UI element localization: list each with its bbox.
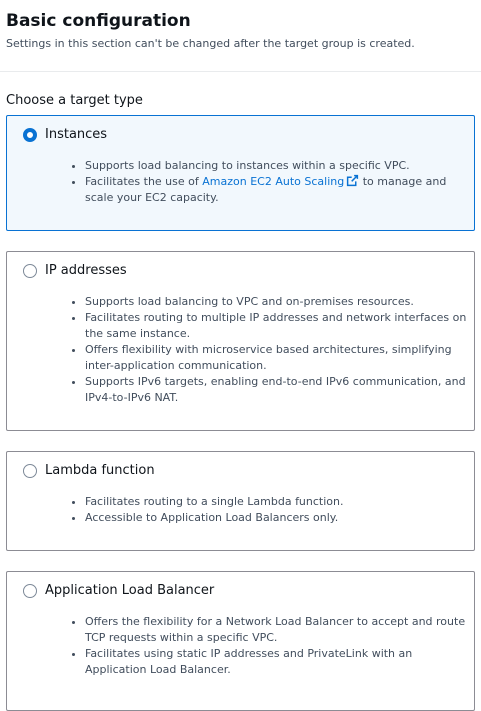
target-type-label: Choose a target type (6, 93, 143, 108)
list-item: • Facilitates routing to multiple IP addresses and network interfaces on the same instance. (85, 310, 475, 342)
section-description: Settings in this section can't be changed after the target group is created. (6, 37, 415, 50)
application-load-balancer-radio[interactable] (23, 584, 37, 598)
bullet-text: Facilitates the use of (85, 175, 203, 188)
list-item: • Supports IPv6 targets, enabling end-to-end IPv6 communication, and IPv4-to-IPv6 NAT. (85, 374, 475, 406)
instances-radio[interactable] (23, 128, 37, 142)
ip-addresses-radio[interactable] (23, 264, 37, 278)
application-load-balancer-bullets (67, 614, 475, 678)
bullet-text: to manage and scale your EC2 capacity. (85, 175, 447, 204)
ip-addresses-bullets (67, 294, 475, 406)
target-type-lambda-function-card[interactable] (6, 451, 475, 551)
lambda-function-bullets (67, 494, 475, 526)
list-item: • Offers flexibility with microservice based architectures, simplifying inter-application communication. (85, 342, 475, 374)
list-item: • Facilitates using static IP addresses and PrivateLink with an Application Load Balancer. (85, 646, 475, 678)
list-item: • Supports load balancing to instances within a specific VPC. (85, 158, 475, 174)
application-load-balancer-title: Application Load Balancer (45, 583, 215, 598)
list-item: • Offers the flexibility for a Network Load Balancer to accept and route TCP requests within a specific VPC. (85, 614, 475, 646)
section-header (0, 0, 481, 72)
external-link-icon (346, 174, 359, 187)
lambda-function-radio[interactable] (23, 464, 37, 478)
list-item: • Accessible to Application Load Balancers only. (85, 510, 475, 526)
target-type-application-load-balancer-card[interactable] (6, 571, 475, 711)
instances-bullets (67, 158, 475, 206)
instances-title: Instances (45, 127, 108, 142)
section-title: Basic configuration (6, 11, 191, 31)
list-item: • Supports load balancing to VPC and on-premises resources. (85, 294, 475, 310)
target-type-instances-card[interactable] (6, 115, 475, 231)
ec2-auto-scaling-link[interactable] (202, 175, 359, 188)
list-item (85, 174, 475, 206)
ip-addresses-title: IP addresses (45, 263, 127, 278)
lambda-function-title: Lambda function (45, 463, 155, 478)
list-item: • Facilitates routing to a single Lambda function. (85, 494, 475, 510)
target-type-ip-addresses-card[interactable] (6, 251, 475, 431)
link-text: Amazon EC2 Auto Scaling (202, 175, 345, 188)
